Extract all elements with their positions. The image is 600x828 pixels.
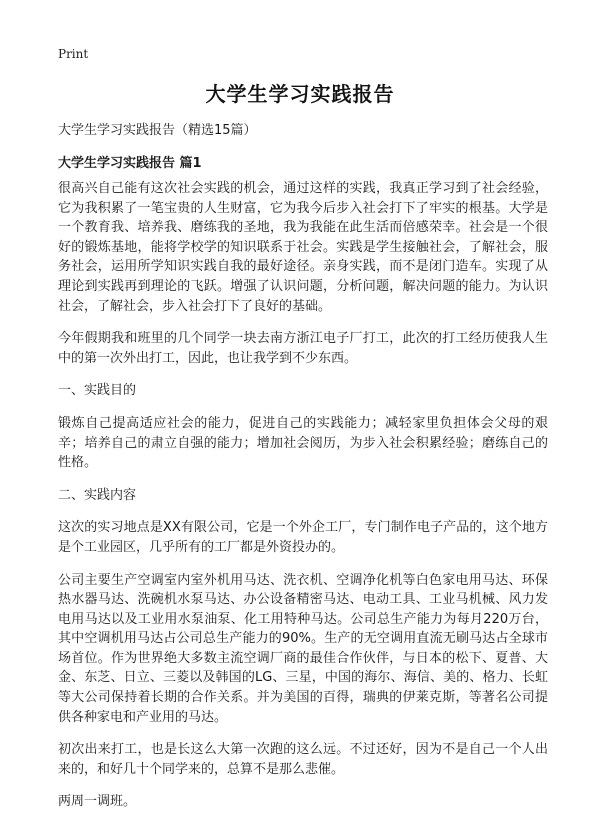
subsection-heading: 一、实践目的 [58,383,137,399]
document-subtitle: 大学生学习实践报告（精选15篇） [58,123,257,138]
paragraph: 很高兴自己能有这次社会实践的机会，通过这样的实践，我真正学习到了社会经验，它为我积累了一笔宝贵的人生财富，它为我今后步入社会打下了牢实的根基。大学是一个教育我、培养我、磨练我的圣地，我为我能在此生活而倍感荣幸。社会是一个很好的锻炼基地，能将学校学的知识联系于社会。实践是学生接触社会，了解社会，服务社会，运用所学知识实践自我的最好途径。亲身实践，而不是闭门造车。实现了从理论到实践再到理论的飞跃。增强了认识问题，分析问题，解决问题的能力。为认识社会，了解社会，步入社会打下了良好的基础。 [58,181,548,314]
print-link[interactable]: Print [58,47,89,61]
paragraph: 初次出来打工，也是长这么大第一次跑的这么远。不过还好，因为不是自己一个人出来的，和好几十个同学来的，总算不是那么悲催。 [58,742,548,777]
paragraph: 今年假期我和班里的几个同学一块去南方浙江电子厂打工，此次的打工经历使我人生中的第一次外出打工，因此，也让我学到不少东西。 [58,331,548,366]
paragraph: 这次的实习地点是XX有限公司，它是一个外企工厂，专门制作电子产品的，这个地方是个工业园区，几乎所有的工厂都是外资投办的。 [58,520,548,555]
paragraph: 锻炼自己提高适应社会的能力，促进自己的实践能力；减轻家里负担体会父母的艰辛；培养自己的肃立自强的能力；增加社会阅历，为步入社会积累经验；磨练自己的性格。 [58,415,548,471]
article-body [58,179,548,825]
subsection-heading: 二、实践内容 [58,487,137,503]
page-title: 大学生学习实践报告 [205,82,395,106]
paragraph: 两周一调班。 [58,794,137,810]
paragraph: 公司主要生产空调室内室外机用马达、洗衣机、空调净化机等白色家电用马达、环保热水器马达、洗碗机水泵马达、办公设备精密马达、电动工具、工业马机械、风力发电用马达以及工业用水泵油泵、化工用特种马达。公司总生产能力为每月220万台，其中空调机用马达占公司总生产能力的90%。生产的无空调用直流无刷马达占全球市场首位。作为世界绝大多数主流空调厂商的最佳合作伙伴，与日本的松下、夏普、大金、东芝、日立、三菱以及韩国的LG、三星，中国的海尔、海信、美的、格力、长虹等大公司保持着长期的合作关系。并为美国的百得，瑞典的伊莱克斯，等著名公司提供各种家电和产业用的马达。 [58,572,548,725]
section-heading: 大学生学习实践报告 篇1 [58,156,202,171]
